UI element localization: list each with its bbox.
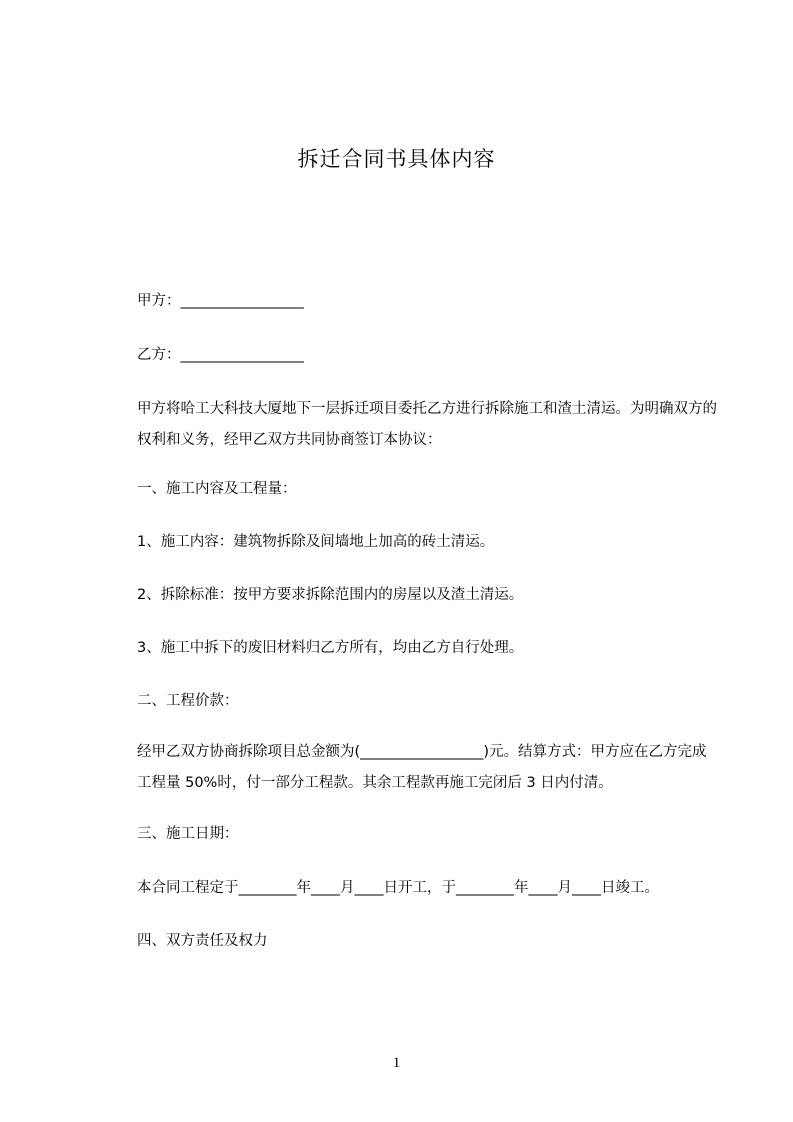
- section1-item2: 2、拆除标准：按甲方要求拆除范围内的房屋以及渣土清运。: [137, 587, 524, 603]
- party-b-line: 乙方：_________________: [137, 347, 304, 363]
- section4-heading: 四、双方责任及权力: [137, 933, 268, 949]
- document-title: 拆迁合同书具体内容: [297, 147, 496, 171]
- section3-body: 本合同工程定于________年____月____日开工，于________年____月____日竣工。: [137, 880, 659, 896]
- section1-item3: 3、施工中拆下的废旧材料归乙方所有，均由乙方自行处理。: [137, 640, 524, 656]
- party-a-line: 甲方：_________________: [137, 293, 304, 309]
- page-number: 1: [392, 1055, 401, 1071]
- section2-paragraph: 经甲乙双方协商拆除项目总金额为(_________________)元。结算方式：甲方应在乙方完成工程量 50%时，付一部分工程款。其余工程款再施工完闭后 3 日内付清。: [137, 744, 707, 791]
- section1-item1: 1、施工内容：建筑物拆除及间墙地上加高的砖土清运。: [137, 534, 495, 550]
- intro-paragraph: 甲方将哈工大科技大厦地下一层拆迁项目委托乙方进行拆除施工和渣土清运。为明确双方的权利和义务，经甲乙双方共同协商签订本协议：: [137, 401, 717, 448]
- section2-heading: 二、工程价款：: [137, 693, 239, 709]
- section1-heading: 一、施工内容及工程量：: [137, 481, 297, 497]
- section3-heading: 三、施工日期：: [137, 826, 239, 842]
